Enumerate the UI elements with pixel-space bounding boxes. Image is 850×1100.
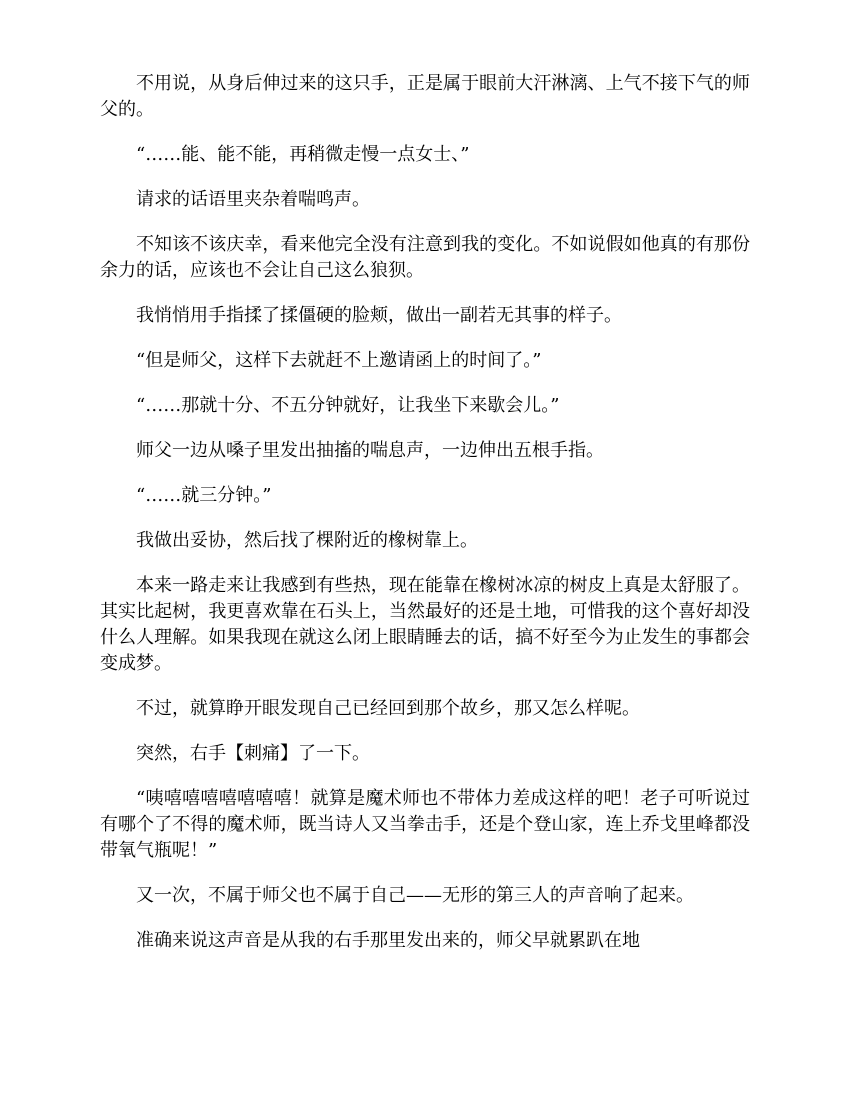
paragraph-14: “咦嘻嘻嘻嘻嘻嘻嘻！就算是魔术师也不带体力差成这样的吧！老子可听说过有哪个了不得的魔术师，既当诗人又当拳击手，还是个登山家，连上乔戈里峰都没带氧气瓶呢！” [100, 788, 750, 861]
paragraph-8: 师父一边从嗓子里发出抽搐的喘息声，一边伸出五根手指。 [136, 440, 604, 461]
paragraph-12: 不过，就算睁开眼发现自己已经回到那个故乡，那又怎么样呢。 [136, 698, 640, 719]
paragraph-13: 突然，右手【刺痛】了一下。 [136, 743, 370, 764]
paragraph-3: 请求的话语里夹杂着喘鸣声。 [136, 189, 370, 210]
paragraph-10: 我做出妥协，然后找了棵附近的橡树靠上。 [136, 530, 478, 551]
paragraph-9: “……就三分钟。” [136, 485, 272, 506]
paragraph-15: 又一次，不属于师父也不属于自己——无形的第三人的声音响了起来。 [136, 885, 694, 906]
paragraph-6: “但是师父，这样下去就赶不上邀请函上的时间了。” [136, 350, 542, 371]
paragraph-4: 不知该不该庆幸，看来他完全没有注意到我的变化。不如说假如他真的有那份余力的话，应该也不会让自己这么狼狈。 [100, 234, 750, 281]
paragraph-2: “……能、能不能，再稍微走慢一点女士、” [136, 144, 470, 165]
paragraph-11: 本来一路走来让我感到有些热，现在能靠在橡树冰凉的树皮上真是太舒服了。其实比起树，我更喜欢靠在石头上，当然最好的还是土地，可惜我的这个喜好却没什么人理解。如果我现在就这么闭上眼睛睡去的话，搞不好至今为止发生的事都会变成梦。 [100, 575, 750, 674]
paragraph-7: “……那就十分、不五分钟就好，让我坐下来歇会儿。” [136, 395, 560, 416]
paragraph-5: 我悄悄用手指揉了揉僵硬的脸颊，做出一副若无其事的样子。 [136, 305, 622, 326]
paragraph-1: 不用说，从身后伸过来的这只手，正是属于眼前大汗淋漓、上气不接下气的师父的。 [100, 73, 750, 120]
paragraph-16: 准确来说这声音是从我的右手那里发出来的，师父早就累趴在地 [136, 930, 640, 951]
